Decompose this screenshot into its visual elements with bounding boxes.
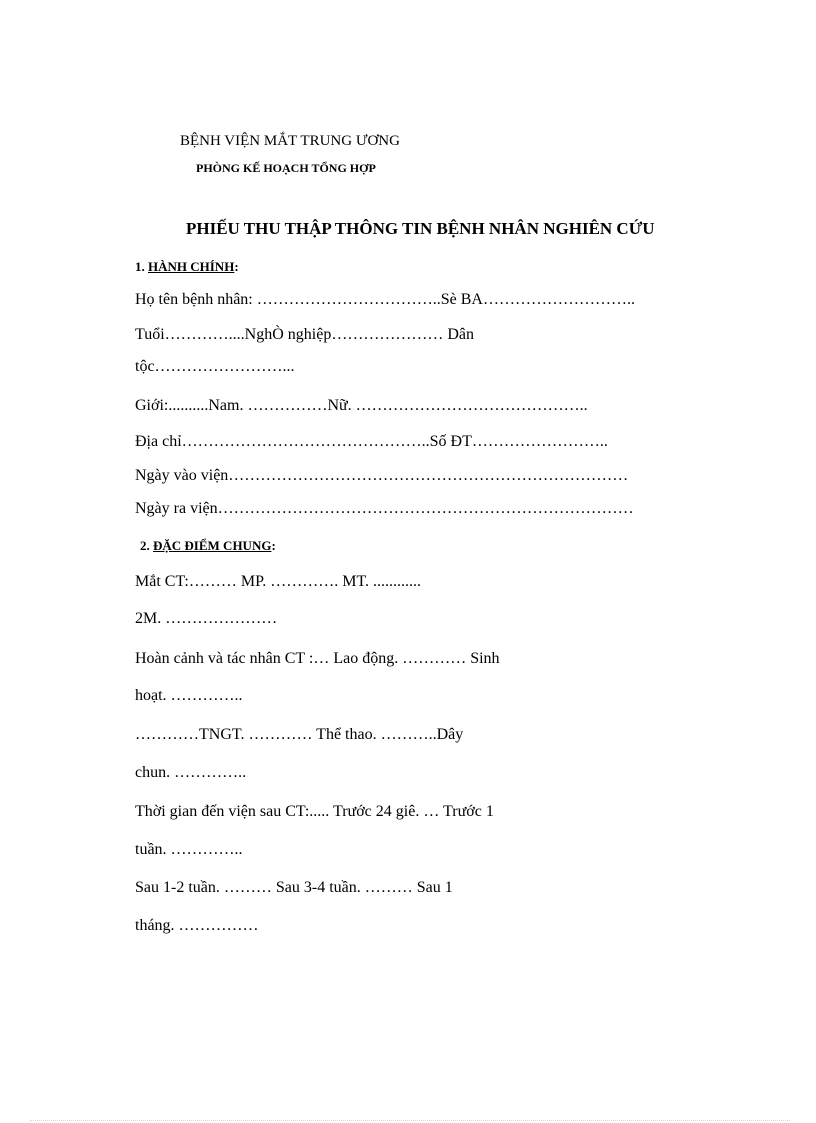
field-time-range: Sau 1-2 tuần. ……… Sau 3-4 tuần. ……… Sau 1 [135, 879, 453, 896]
section-heading-administrative [135, 259, 239, 275]
field-age-occupation: Tuổi…………....NghÒ nghiệp………………… Dân [135, 326, 474, 343]
field-time-range-cont: tháng. …………… [135, 917, 259, 934]
field-discharge-date: Ngày ra viện…………………………………………………………………… [135, 500, 634, 517]
field-address-phone: Địa chỉ………………………………………..Số ĐT…………………….. [135, 433, 608, 450]
page-bottom-divider [30, 1120, 790, 1121]
field-gender: Giới:..........Nam. ……………Nữ. …………………………………….. [135, 397, 588, 414]
section-colon: : [234, 259, 239, 274]
department-name: PHÒNG KẾ HOẠCH TỔNG HỢP [196, 161, 376, 175]
section-number: 1. [135, 259, 148, 274]
field-injured-eye-cont: 2M. ………………… [135, 610, 278, 627]
field-injury-type-cont: chun. ………….. [135, 764, 247, 781]
field-injury-type: …………TNGT. ………… Thể thao. ………..Dây [135, 726, 464, 743]
field-injury-circumstance-cont: hoạt. ………….. [135, 687, 243, 704]
form-title: PHIẾU THU THẬP THÔNG TIN BỆNH NHÂN NGHIÊN CỨU [186, 219, 655, 238]
section-heading-general [140, 538, 276, 554]
section-label: HÀNH CHÍNH [148, 259, 235, 274]
field-time-to-hospital: Thời gian đến viện sau CT:..... Trước 24 giê. … Trước 1 [135, 803, 494, 820]
field-time-to-hospital-cont: tuần. ………….. [135, 841, 243, 858]
field-admission-date: Ngày vào viện………………………………………………………………… [135, 467, 629, 484]
field-patient-name: Họ tên bệnh nhân: ……………………………..Sè BA……………………….. [135, 291, 635, 308]
field-ethnicity: tộc……………………... [135, 358, 295, 375]
section-label: ĐẶC ĐIỂM CHUNG [153, 538, 272, 553]
field-injured-eye: Mắt CT:……… MP. …………. MT. ............ [135, 573, 422, 590]
field-injury-circumstance: Hoàn cảnh và tác nhân CT :… Lao động. ………… Sinh [135, 650, 500, 667]
section-number: 2. [140, 538, 153, 553]
hospital-name: BỆNH VIỆN MẮT TRUNG ƯƠNG [180, 133, 400, 149]
section-colon: : [271, 538, 276, 553]
